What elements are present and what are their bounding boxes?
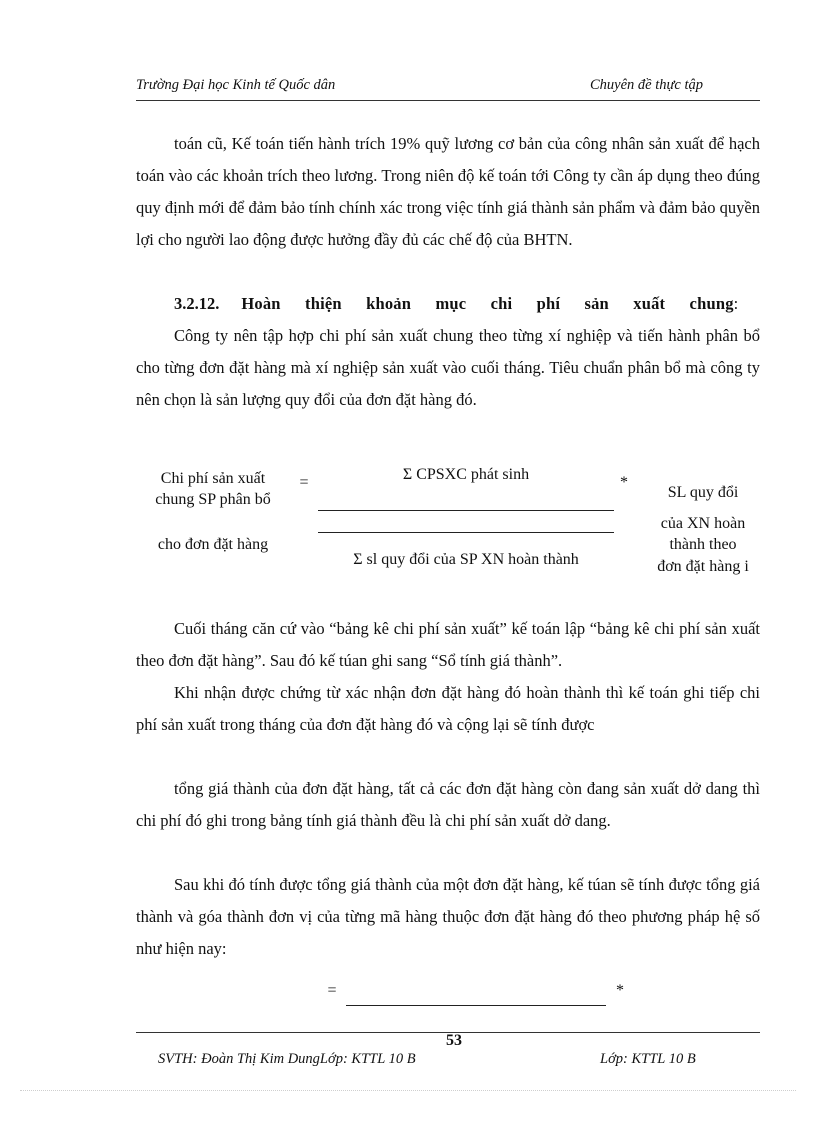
paragraph-coefficient-method: Sau khi đó tính được tổng giá thành của một đơn đặt hàng, kế túan sẽ tính được tổng giá thành và góa thành đơn vị của từng mã hàng thuộc đơn đặt hàng đó theo phương pháp hệ số như hiện nay: [136,875,760,958]
formula-multiply: * [620,474,628,491]
formula2-equals: = [327,982,337,999]
page-bottom-border [20,1090,796,1091]
paragraph-bhtn: toán cũ, Kế toán tiến hành trích 19% quỹ lương cơ bản của công nhân sản xuất để hạch toán vào các khoản trích theo lương. Trong niên độ kế toán tới Công ty cần áp dụng theo đúng quy định mới để đảm bảo tính chính xác trong việc tính giá thành sản phẩm và đảm bảo quyền lợi cho người lao động được hưởng đầy đủ các chế độ của BHTN. [136,134,760,249]
formula-rhs-line3: thành theo [669,536,737,553]
formula-lhs-line2: chung SP phân bổ [155,491,271,508]
header-divider [136,100,760,101]
fraction-line-bottom [318,532,614,533]
formula-denominator: Σ sl quy đổi của SP XN hoàn thành [353,551,579,568]
formula-numerator: Σ CPSXC phát sinh [402,466,530,483]
paragraph-allocation: Công ty nên tập hợp chi phí sản xuất chung theo từng xí nghiệp và tiến hành phân bổ cho từng đơn đặt hàng mà xí nghiệp sản xuất vào cuối tháng. Tiêu chuẩn phân bổ mà công ty nên chọn là sản lượng quy đổi của đơn đặt hàng đó. [136,326,760,409]
formula2-multiply: * [616,982,624,999]
page-number: 53 [446,1032,462,1049]
section-colon: : [733,294,739,313]
formula-lhs-line1: Chi phí sản xuất [160,470,266,487]
formula-lhs-line3: cho đơn đặt hàng [157,536,269,553]
formula-rhs-line4: đơn đặt hàng i [657,558,749,575]
header-university: Trường Đại học Kinh tế Quốc dân [136,77,336,93]
section-heading-text [241,288,760,320]
footer-class: Lớp: KTTL 10 B [600,1051,696,1067]
footer-student: SVTH: Đoàn Thị Kim DungLớp: KTTL 10 B [158,1051,416,1067]
section-number: 3.2.12. [174,294,220,313]
fraction-line-top [318,510,614,511]
formula-rhs-line1: SL quy đổi [667,484,739,501]
formula-rhs-line2: của XN hoàn [660,515,746,532]
formula2-fraction-line [346,1005,606,1006]
paragraph-completion: Khi nhận được chứng từ xác nhận đơn đặt hàng đó hoàn thành thì kế toán ghi tiếp chi phí sản xuất trong tháng của đơn đặt hàng đó và cộng lại sẽ tính được [136,683,760,734]
section-title: Hoàn thiện khoản mục chi phí sản xuất chung [241,294,734,313]
section-heading [174,288,760,320]
paragraph-total-cost: tổng giá thành của đơn đặt hàng, tất cả các đơn đặt hàng còn đang sản xuất dở dang thì chi phí đó ghi trong bảng tính giá thành đều là chi phí sản xuất dở dang. [136,779,760,830]
paragraph-month-end: Cuối tháng căn cứ vào “bảng kê chi phí sản xuất” kế toán lập “bảng kê chi phí sản xuất theo đơn đặt hàng”. Sau đó kế túan ghi sang “Sổ tính giá thành”. [136,619,760,670]
header-document-type: Chuyên đề thực tập [590,77,704,93]
formula-equals: = [299,474,309,491]
